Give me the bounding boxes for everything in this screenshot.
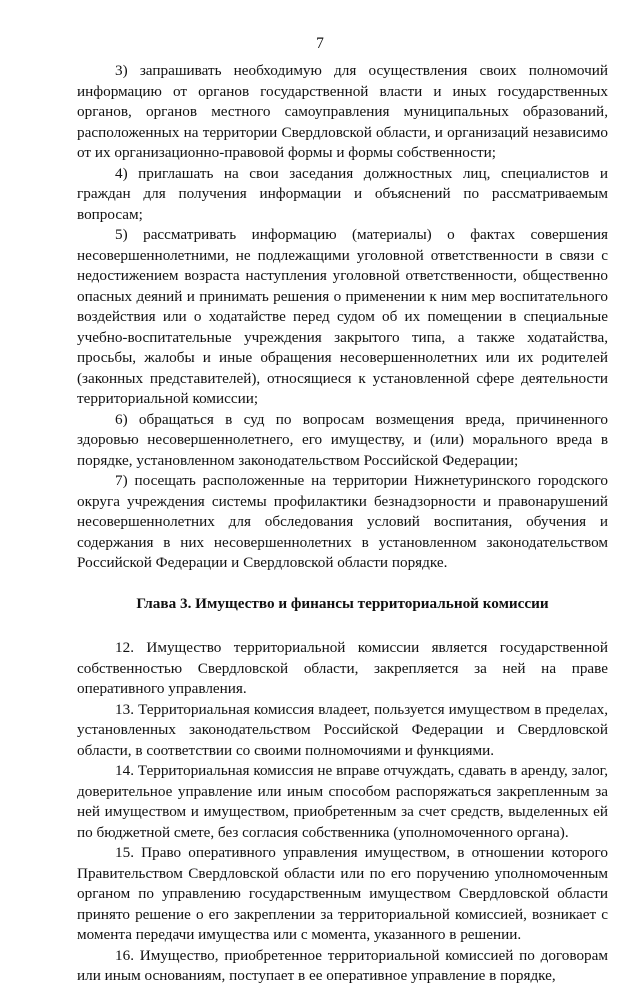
paragraph-clause-14: 14. Территориальная комиссия не вправе отчуждать, сдавать в аренду, залог, доверительное управление или иным способом распоряжаться закрепленным за ней имуществом и имуществом, приобретенным за счет средств, выделенных ей по бюджетной смете, без согласия собственника (уполномоченного органа). <box>77 762 608 841</box>
paragraph-item-4: 4) приглашать на свои заседания должностных лиц, специалистов и граждан для получения информации и объяснений по рассматриваемым вопросам; <box>77 164 608 223</box>
paragraph-item-5: 5) рассматривать информацию (материалы) о фактах совершения несовершеннолетними, не подлежащими уголовной ответственности в связи с недостижением возраста наступления уголовной ответственности, общественно опасных деяний и принимать решения о применении к ним мер воспитательного воздействия или о ходатайстве перед судом об их помещении в специальные учебно-воспитательные учреждения закрытого типа, а также ходатайства, просьбы, жалобы и иные обращения несовершеннолетних или их родителей (законных представителей), относящиеся к установленной сфере деятельности территориальной комиссии; <box>77 226 608 407</box>
paragraph-clause-13: 13. Территориальная комиссия владеет, пользуется имуществом в пределах, установленных законодательством Российской Федерации и Свердловской области, в соответствии со своими полномочиями и функциями. <box>77 700 608 759</box>
paragraph-clause-15: 15. Право оперативного управления имуществом, в отношении которого Правительством Свердловской области или по его поручению уполномоченным органом по управлению государственным имуществом Свердловской области принято решение о его закреплении за территориальной комиссией, возникает с момента передачи имущества или с момента, указанного в решении. <box>77 844 608 943</box>
paragraph-item-3: 3) запрашивать необходимую для осуществления своих полномочий информацию от органов государственной власти и иных государственных органов, органов местного самоуправления муниципальных образований, расположенных на территории Свердловской области, и организаций независимо от их организационно-правовой формы и формы собственности; <box>77 62 608 161</box>
paragraph-item-7: 7) посещать расположенные на территории Нижнетуринского городского округа учреждения системы профилактики безнадзорности и правонарушений несовершеннолетних для обследования условий воспитания, обучения и содержания в них несовершеннолетних в установленном законодательством Российской Федерации и Свердловской области порядке. <box>77 472 608 571</box>
page-number: 7 <box>316 35 324 52</box>
paragraph-item-6: 6) обращаться в суд по вопросам возмещения вреда, причиненного здоровью несовершеннолетнего, его имуществу, и (или) морального вреда в порядке, установленном законодательством Российской Федерации; <box>77 410 608 469</box>
paragraph-clause-16: 16. Имущество, приобретенное территориальной комиссией по договорам или иным основаниям, поступает в ее оперативное управление в порядке, <box>77 946 608 984</box>
chapter-heading: Глава 3. Имущество и финансы территориальной комиссии <box>136 594 549 612</box>
paragraph-clause-12: 12. Имущество территориальной комиссии является государственной собственностью Свердловской области, закрепляется за ней на праве оперативного управления. <box>77 639 608 697</box>
document-body <box>77 61 608 987</box>
